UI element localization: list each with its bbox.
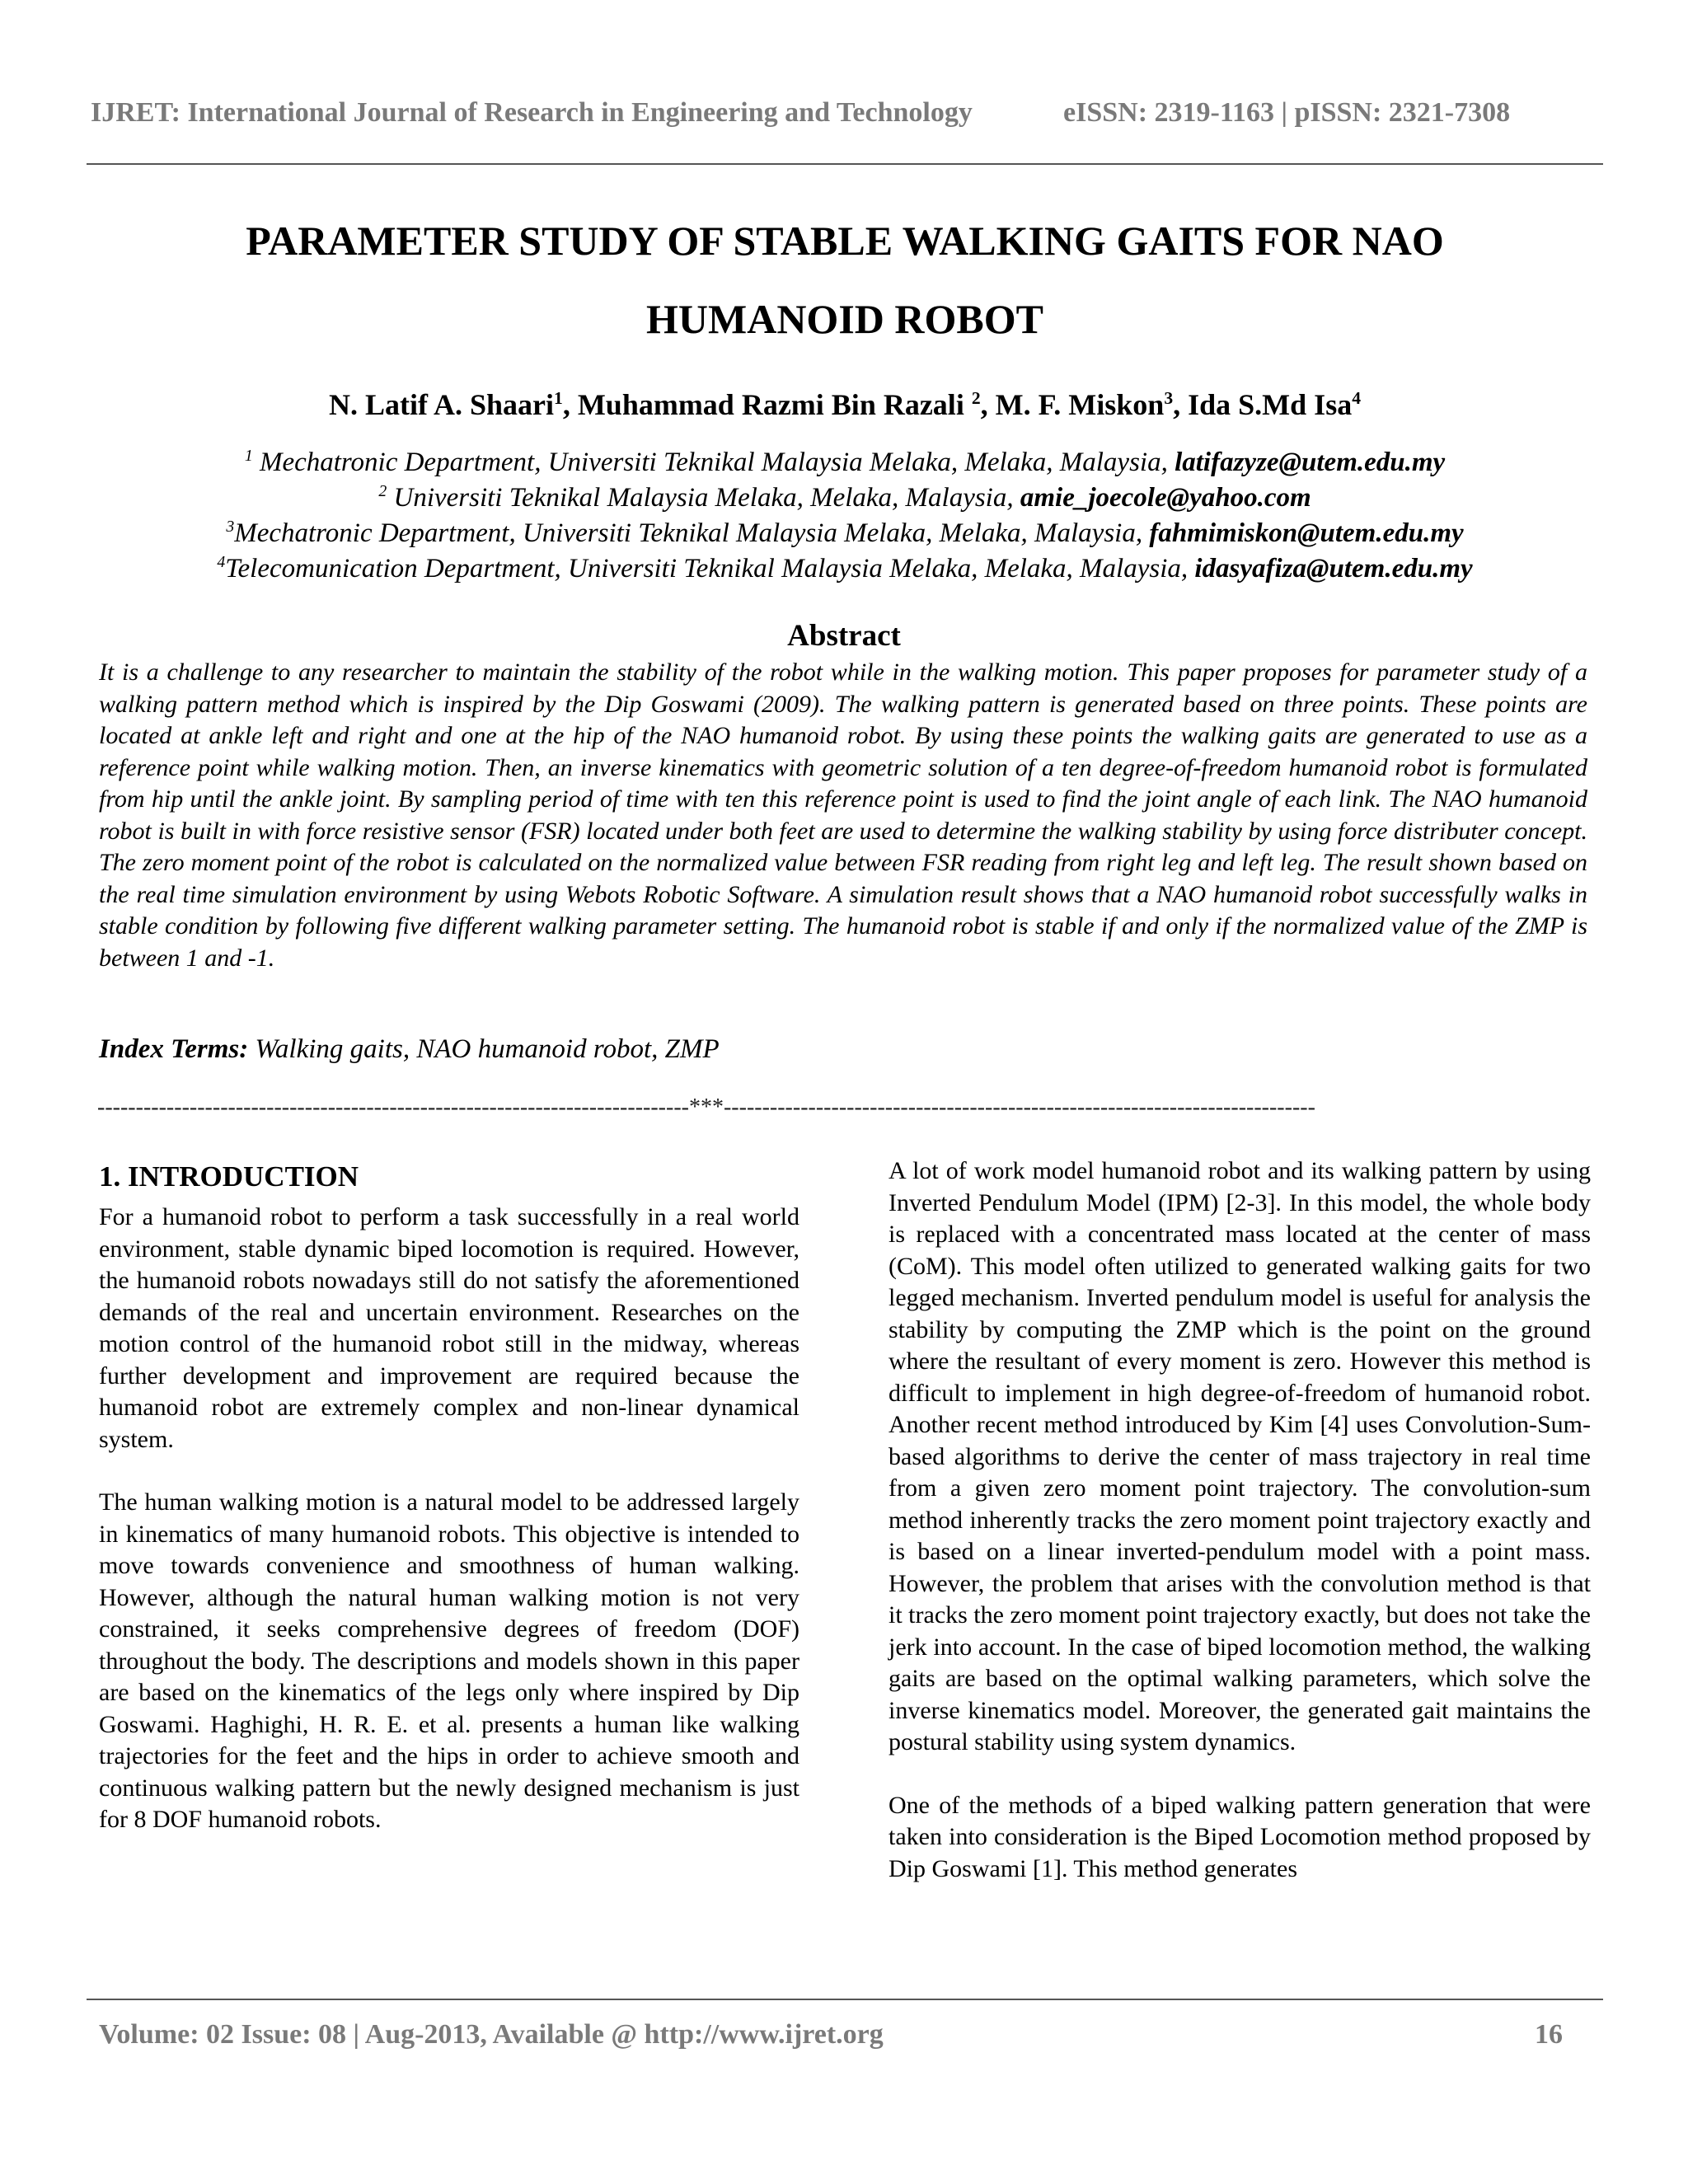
- author-separator: ,: [980, 388, 996, 421]
- author-affiliation-mark: 1: [554, 388, 563, 408]
- affiliation-email[interactable]: idasyafiza@utem.edu.my: [1194, 554, 1473, 583]
- affiliation-email[interactable]: amie_joecole@yahoo.com: [1020, 483, 1311, 513]
- header-rule: [87, 163, 1603, 165]
- author-affiliation-mark: 3: [1164, 388, 1174, 408]
- author-separator: ,: [562, 388, 578, 421]
- author-affiliation-mark: 4: [1352, 388, 1361, 408]
- affiliation-email[interactable]: fahmimiskon@utem.edu.my: [1149, 518, 1464, 548]
- paper-title: [115, 202, 1574, 359]
- affiliation-item: [82, 551, 1607, 587]
- index-terms-label: Index Terms:: [99, 1034, 249, 1064]
- footer-volume: Volume: 02 Issue: 08 | Aug-2013, Available @ http://www.ijret.org: [99, 2019, 884, 2050]
- affiliation-item: [82, 480, 1607, 516]
- abstract-heading: Abstract: [787, 619, 901, 653]
- section-heading: 1. INTRODUCTION: [99, 1160, 359, 1193]
- affiliation-item: [82, 445, 1607, 480]
- affiliation-mark: 3: [226, 518, 235, 536]
- index-terms: [99, 1034, 720, 1065]
- page-number: 16: [1535, 2019, 1563, 2050]
- affiliation-text: Telecomunication Department, Universiti Teknikal Malaysia Melaka, Melaka, Malaysia,: [225, 554, 1195, 583]
- affiliation-mark: 1: [244, 447, 253, 465]
- affiliation-email[interactable]: latifazyze@utem.edu.my: [1175, 448, 1446, 477]
- author-name: M. F. Miskon: [995, 388, 1165, 421]
- section-separator: -----------------------------------------------------------------------------***-----------------------------------------------------------------------------: [97, 1094, 1315, 1120]
- right-column: [889, 1155, 1591, 1916]
- author-name: Ida S.Md Isa: [1188, 388, 1353, 421]
- author-affiliation-mark: 2: [971, 388, 981, 408]
- body-paragraph: A lot of work model humanoid robot and its walking pattern by using Inverted Pendulum Model (IPM) [2-3]. In this model, the whole body is replaced with a concentrated mass located at the center of mass (CoM). This model often utilized to generated walking gaits for two legged mechanism. Inverted pendulum model is useful for analysis the stability by computing the ZMP which is the point on the ground where the resultant of every moment is zero. However this method is difficult to implement in high degree-of-freedom of humanoid robot. Another recent method introduced by Kim [4] uses Convolution-Sum-based algorithms to derive the center of mass trajectory in real time from a given zero moment point trajectory. The convolution-sum method inherently tracks the zero moment point trajectory exactly and is based on a linear inverted-pendulum model with a point mass. However, the problem that arises with the convolution method is that it tracks the zero moment point trajectory exactly, but does not take the jerk into account. In the case of biped locomotion method, the walking gaits are based on the optimal walking parameters, which solve the inverse kinematics model. Moreover, the generated gait maintains the postural stability using system dynamics.: [889, 1157, 1591, 1755]
- journal-name: IJRET: International Journal of Research in Engineering and Technology: [91, 97, 973, 128]
- body-paragraph: One of the methods of a biped walking pattern generation that were taken into consideration is the Biped Locomotion method proposed by Dip Goswami [1]. This method generates: [889, 1791, 1591, 1882]
- index-terms-text: Walking gaits, NAO humanoid robot, ZMP: [248, 1034, 720, 1064]
- affiliation-list: [82, 445, 1607, 587]
- affiliation-text: Mechatronic Department, Universiti Teknikal Malaysia Melaka, Melaka, Malaysia,: [234, 518, 1150, 548]
- affiliation-mark: 4: [217, 553, 226, 571]
- author-list: [115, 387, 1574, 422]
- abstract-body: It is a challenge to any researcher to maintain the stability of the robot while in the walking motion. This paper proposes for parameter study of a walking pattern method which is inspired by the Dip Goswami (2009). The walking pattern is generated based on three points. These points are located at ankle left and right and one at the hip of the NAO humanoid robot. By using these points the walking gaits are generated to use as a reference point while walking motion. Then, an inverse kinematics with geometric solution of a ten degree-of-freedom humanoid robot is formulated from hip until the ankle joint. By sampling period of time with ten this reference point is used to find the joint angle of each link. The NAO humanoid robot is built in with force resistive sensor (FSR) located under both feet are used to determine the walking stability by using force distributer concept. The zero moment point of the robot is calculated on the normalized value between FSR reading from right leg and left leg. The result shown based on the real time simulation environment by using Webots Robotic Software. A simulation result shows that a NAO humanoid robot successfully walks in stable condition by following five different walking parameter setting. The humanoid robot is stable if and only if the normalized value of the ZMP is between 1 and -1.: [99, 658, 1587, 972]
- author-name: N. Latif A. Shaari: [328, 388, 555, 421]
- affiliation-text: Universiti Teknikal Malaysia Melaka, Melaka, Malaysia,: [387, 483, 1020, 513]
- issn-info: eISSN: 2319-1163 | pISSN: 2321-7308: [1063, 97, 1511, 128]
- footer-rule: [87, 1999, 1603, 2000]
- body-paragraph: For a humanoid robot to perform a task successfully in a real world environment, stable dynamic biped locomotion is required. However, the humanoid robots nowadays still do not satisfy the aforementioned demands of the real and uncertain environment. Researches on the motion control of the humanoid robot still in the midway, whereas further development and improvement are required because the humanoid robot are extremely complex and non-linear dynamical system.: [99, 1203, 799, 1453]
- affiliation-text: Mechatronic Department, Universiti Teknikal Malaysia Melaka, Melaka, Malaysia,: [252, 448, 1175, 477]
- author-name: Muhammad Razmi Bin Razali: [577, 388, 972, 421]
- author-separator: ,: [1173, 388, 1189, 421]
- affiliation-item: [82, 516, 1607, 551]
- title-line-2: HUMANOID ROBOT: [646, 296, 1043, 342]
- body-paragraph: The human walking motion is a natural model to be addressed largely in kinematics of many humanoid robots. This objective is intended to move towards convenience and smoothness of human walking. However, although the natural human walking motion is not very constrained, it seeks comprehensive degrees of freedom (DOF) throughout the body. The descriptions and models shown in this paper are based on the kinematics of the legs only where inspired by Dip Goswami. Haghighi, H. R. E. et al. presents a human like walking trajectories for the feet and the hips in order to achieve smooth and continuous walking pattern but the newly designed mechanism is just for 8 DOF humanoid robots.: [99, 1488, 799, 1833]
- affiliation-mark: 2: [378, 482, 387, 500]
- left-column: [99, 1160, 799, 1868]
- title-line-1: PARAMETER STUDY OF STABLE WALKING GAITS FOR NAO: [246, 218, 1444, 264]
